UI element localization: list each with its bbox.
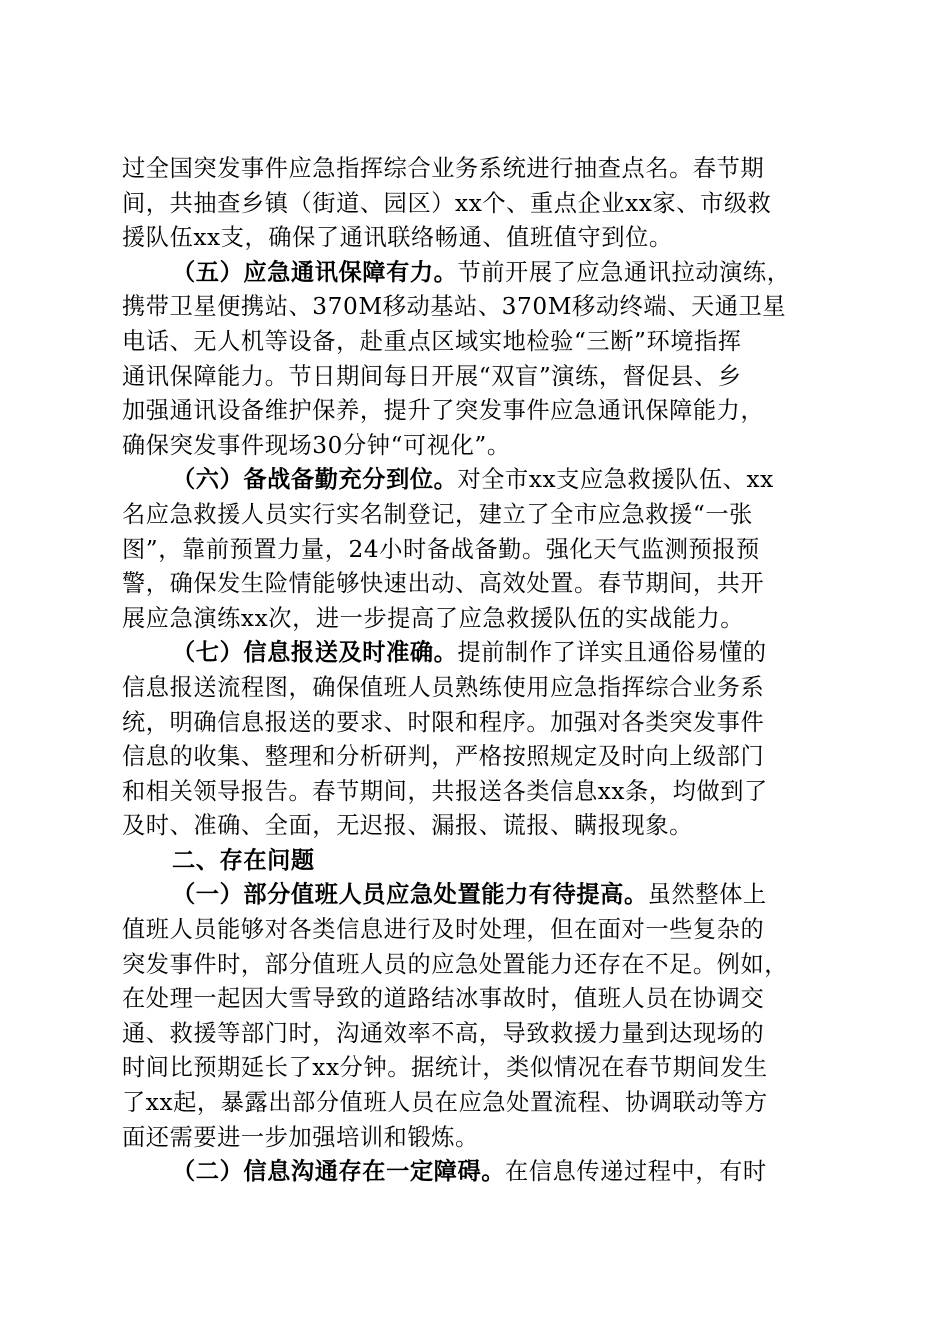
- text-line: [122, 706, 828, 741]
- line-text: 在处理一起因大雪导致的道路结冰事故时，值班人员在协调交: [122, 985, 765, 1013]
- text-line: [122, 878, 828, 913]
- line-text: 节前开展了应急通讯拉动演练，: [457, 258, 791, 286]
- text-line: [122, 948, 828, 983]
- text-line: [122, 429, 828, 464]
- text-line: [122, 1155, 828, 1190]
- paragraph-heading: （五）应急通讯保障有力。: [172, 258, 458, 286]
- text-line: [122, 740, 828, 775]
- line-text: 携带卫星便携站、370M移动基站、370M移动终端、天通卫星: [122, 293, 787, 321]
- text-line: [122, 1017, 828, 1052]
- line-text: 值班人员能够对各类信息进行及时处理，但在面对一些复杂的: [122, 916, 765, 944]
- line-text: 统，明确信息报送的要求、时限和程序。加强对各类突发事件: [122, 708, 765, 736]
- text-line: [122, 982, 828, 1017]
- line-text: 展应急演练xx次，进一步提高了应急救援队伍的实战能力。: [122, 604, 745, 632]
- text-line: [122, 775, 828, 810]
- text-line: [122, 671, 828, 706]
- line-text: 在信息传递过程中，有时: [505, 1158, 767, 1186]
- line-text: 及时、准确、全面，无迟报、漏报、谎报、瞒报现象。: [122, 812, 693, 840]
- document-page: [122, 152, 828, 1190]
- text-line: [122, 256, 828, 291]
- text-line: [122, 913, 828, 948]
- text-line: [122, 152, 828, 187]
- text-line: [122, 463, 828, 498]
- text-line: [122, 360, 828, 395]
- line-text: 援队伍xx支，确保了通讯联络畅通、值班值守到位。: [122, 224, 673, 252]
- text-line: [122, 1051, 828, 1086]
- line-text: 了xx起，暴露出部分值班人员在应急处置流程、协调联动等方: [122, 1089, 768, 1117]
- text-line: [122, 221, 828, 256]
- line-text: 虽然整体上: [647, 881, 767, 909]
- paragraph-heading: （二）信息沟通存在一定障碍。: [172, 1158, 506, 1186]
- line-text: 过全国突发事件应急指挥综合业务系统进行抽查点名。春节期: [122, 155, 765, 182]
- line-text: 间，共抽查乡镇（街道、园区）xx个、重点企业xx家、市级救: [122, 189, 772, 217]
- text-line: [122, 567, 828, 602]
- line-text: 图”，靠前预置力量，24小时备战备勤。强化天气监测预报预: [122, 535, 760, 563]
- text-line: [122, 394, 828, 429]
- paragraph-heading: （六）备战备勤充分到位。: [172, 466, 458, 494]
- line-text: 通、救援等部门时，沟通效率不高，导致救援力量到达现场的: [122, 1019, 765, 1047]
- line-text: 时间比预期延长了xx分钟。据统计，类似情况在春节期间发生: [122, 1054, 768, 1082]
- text-line: [122, 533, 828, 568]
- line-text: 信息报送流程图，确保值班人员熟练使用应急指挥综合业务系: [122, 673, 765, 701]
- line-text: 加强通讯设备维护保养，提升了突发事件应急通讯保障能力，: [122, 397, 765, 425]
- text-line: [122, 1086, 828, 1121]
- text-line: [122, 636, 828, 671]
- paragraph-heading: （七）信息报送及时准确。: [172, 639, 458, 667]
- text-line: [122, 809, 828, 844]
- line-text: 对全市xx支应急救援队伍、xx: [457, 466, 774, 494]
- text-line: [122, 1121, 828, 1156]
- line-text: 电话、无人机等设备，赴重点区域实地检验“三断”环境指挥: [122, 327, 742, 355]
- paragraph-heading: （一）部分值班人员应急处置能力有待提高。: [172, 881, 648, 909]
- line-text: 通讯保障能力。节日期间每日开展“双盲”演练，督促县、乡: [122, 362, 742, 390]
- text-line: [122, 844, 828, 879]
- line-text: 突发事件时，部分值班人员的应急处置能力还存在不足。例如，: [122, 950, 789, 978]
- line-text: 面还需要进一步加强培训和锻炼。: [122, 1123, 479, 1151]
- text-line: [122, 325, 828, 360]
- line-text: 警，确保发生险情能够快速出动、高效处置。春节期间，共开: [122, 570, 765, 598]
- paragraph-heading: 二、存在问题: [172, 846, 315, 874]
- text-line: [122, 602, 828, 637]
- text-line: [122, 187, 828, 222]
- line-text: 名应急救援人员实行实名制登记，建立了全市应急救援“一张: [122, 500, 753, 528]
- line-text: 信息的收集、整理和分析研判，严格按照规定及时向上级部门: [122, 743, 765, 771]
- line-text: 提前制作了详实且通俗易懂的: [457, 639, 767, 667]
- text-line: [122, 498, 828, 533]
- text-line: [122, 290, 828, 325]
- line-text: 确保突发事件现场30分钟“可视化”。: [122, 431, 511, 459]
- line-text: 和相关领导报告。春节期间，共报送各类信息xx条，均做到了: [122, 777, 768, 805]
